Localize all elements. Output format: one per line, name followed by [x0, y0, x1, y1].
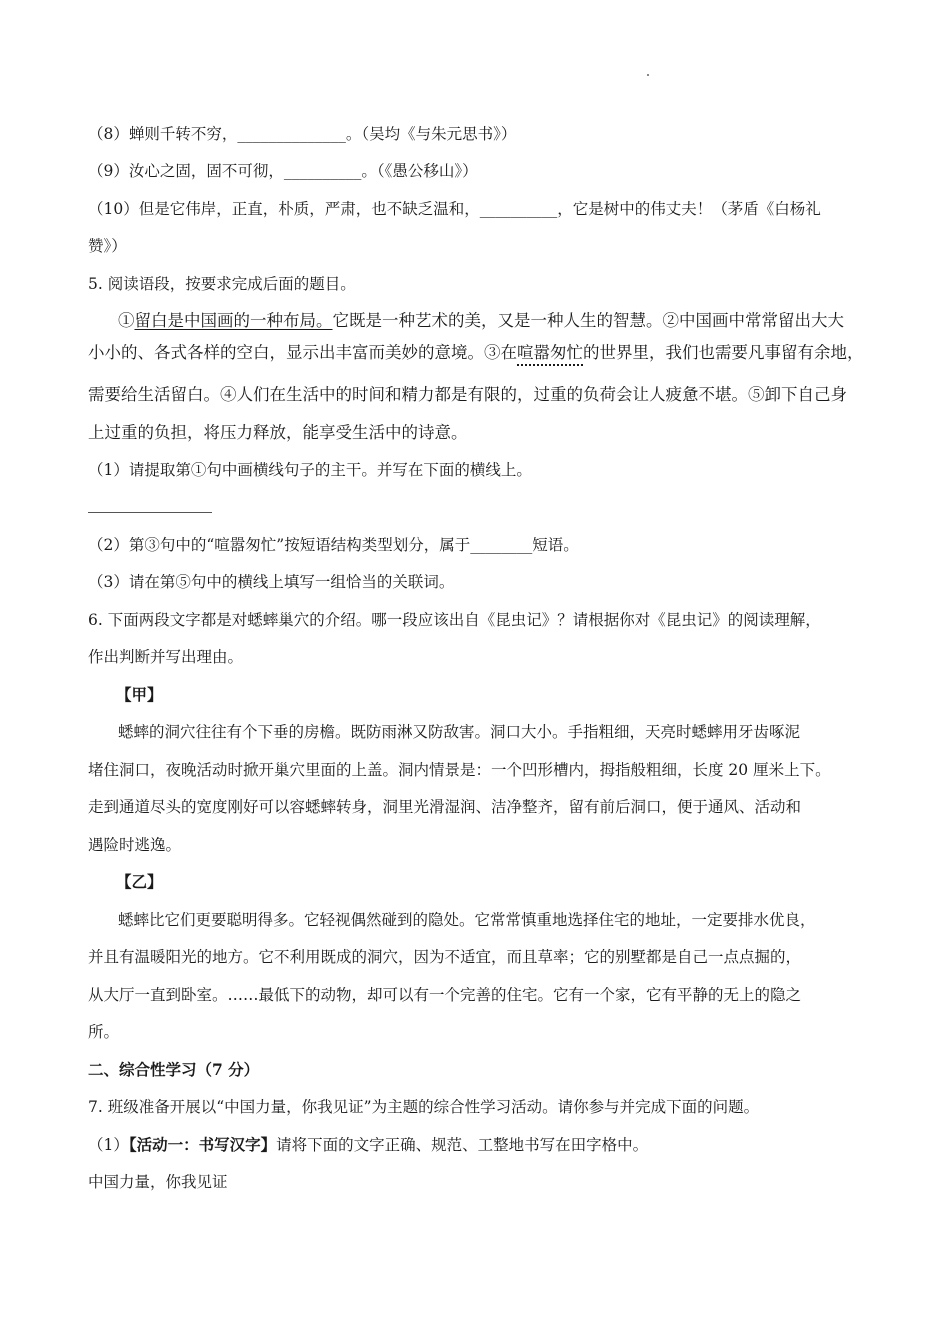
- q6-jia-line3: 走到通道尽头的宽度刚好可以容蟋蟀转身，洞里光滑湿润、洁净整齐，留有前后洞口，便于通风、活动和: [88, 798, 802, 816]
- q5-dotted-phrase: 喧嚣匆忙: [517, 343, 583, 362]
- q5-passage-line3: 需要给生活留白。④人们在生活中的时间和精力都是有限的，过重的负荷会让人疲惫不堪。⑤卸下自己身: [88, 385, 847, 404]
- q5-passage-line2-start: 小小的、各式各样的空白，显示出丰富而美妙的意境。③在: [88, 343, 517, 362]
- q6-prompt-line2: 作出判断并写出理由。: [88, 648, 244, 666]
- q5-underlined-sentence: 留白是中国画的一种布局。: [134, 311, 333, 330]
- q6-jia-label: 【甲】: [116, 685, 163, 704]
- q6-yi-line4: 所。: [88, 1023, 120, 1041]
- q4-item-8: （8）蝉则千转不穷，______________。（吴均《与朱元思书》）: [88, 125, 517, 143]
- q7-sub1-rest: 请将下面的文字正确、规范、工整地书写在田字格中。: [276, 1136, 649, 1154]
- q5-sub1: （1）请提取第①句中画横线句子的主干。并写在下面的横线上。: [88, 461, 532, 479]
- q4-item-10-line2: 赞》）: [88, 237, 127, 255]
- q7-sub1-prefix: （1）: [88, 1136, 129, 1154]
- q6-yi-line2: 并且有温暖阳光的地方。它不利用既成的洞穴，因为不适宜，而且草率；它的别墅都是自己一点点掘的，: [88, 948, 802, 966]
- q5-sub2: （2）第③句中的“喧嚣匆忙”按短语结构类型划分，属于________短语。: [88, 536, 579, 554]
- q6-yi-line3: 从大厅一直到卧室。……最低下的动物，却可以有一个完善的住宅。它有一个家，它有平静的无上的隐之: [88, 986, 802, 1004]
- q6-yi-line1: 蟋蟀比它们更要聪明得多。它轻视偶然碰到的隐处。它常常慎重地选择住宅的地址，一定要排水优良，: [118, 911, 816, 929]
- q7-text: 中国力量，你我见证: [88, 1173, 228, 1191]
- q6-jia-line1: 蟋蟀的洞穴往往有个下垂的房檐。既防雨淋又防敌害。洞口大小。手指粗细，天亮时蟋蟀用牙齿啄泥: [118, 723, 801, 741]
- q5-passage-line2: [88, 343, 868, 363]
- q4-item-9: （9）汝心之固，固不可彻，__________。（《愚公移山》）: [88, 162, 478, 180]
- q5-passage-line1: [118, 311, 898, 331]
- q6-yi-label: 【乙】: [116, 872, 163, 891]
- q5-passage-line2-rest: 的世界里，我们也需要凡事留有余地，: [583, 343, 864, 362]
- q5-passage-line1-rest: 它既是一种艺术的美，又是一种人生的智慧。②中国画中常常留出大大: [332, 311, 844, 330]
- section2-heading: 二、综合性学习（7 分）: [88, 1060, 260, 1079]
- q4-item-10-line1: （10）但是它伟岸，正直，朴质，严肃，也不缺乏温和，__________，它是树中的伟丈夫！（茅盾《白杨礼: [88, 200, 821, 218]
- q5-sub3: （3）请在第⑤句中的横线上填写一组恰当的关联词。: [88, 573, 455, 591]
- q5-prompt: 5. 阅读语段，按要求完成后面的题目。: [88, 275, 356, 293]
- q7-sub1: [88, 1135, 868, 1155]
- q6-jia-line4: 遇险时逃逸。: [88, 836, 182, 854]
- q6-jia-line2: 堵住洞口，夜晚活动时掀开巢穴里面的上盖。洞内情景是：一个凹形槽内，拇指般粗细，长度 20 厘米上下。: [88, 761, 831, 779]
- q5-passage-line4: 上过重的负担，将压力释放，能享受生活中的诗意。: [88, 423, 468, 442]
- q6-prompt-line1: 6. 下面两段文字都是对蟋蟀巢穴的介绍。哪一段应该出自《昆虫记》？请根据你对《昆虫记》的阅读理解，: [88, 611, 821, 629]
- q7-activity-label: 【活动一：书写汉字】: [128, 1135, 277, 1154]
- scan-speck: [647, 74, 649, 76]
- answer-line: [88, 512, 212, 513]
- q5-circle-1: ①: [118, 311, 135, 330]
- q7-prompt: 7. 班级准备开展以“中国力量，你我见证”为主题的综合性学习活动。请你参与并完成下面的问题。: [88, 1098, 760, 1116]
